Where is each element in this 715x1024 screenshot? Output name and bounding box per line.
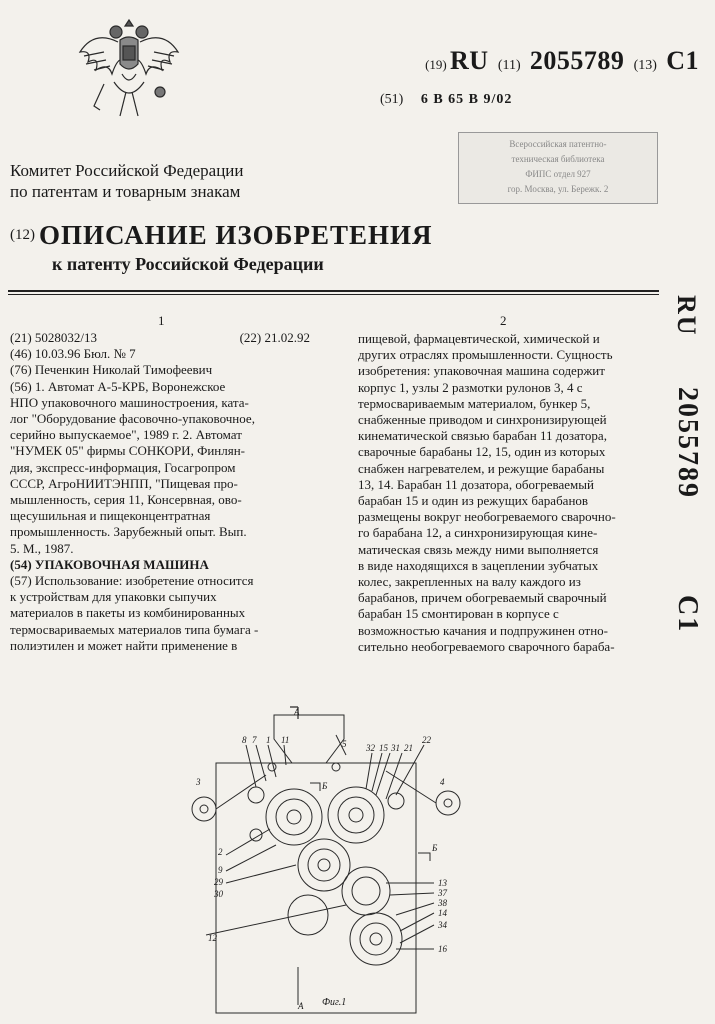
machine-drawing-figure (186, 705, 466, 1017)
reel-right (436, 791, 460, 815)
kind-code: C1 (666, 46, 699, 75)
cutting-drum-lower (350, 913, 402, 965)
section-label-a-top: А (294, 707, 300, 717)
part-label: 34 (438, 920, 447, 930)
doc-code: (12) (10, 227, 35, 243)
part-label: 30 (214, 889, 223, 899)
column-number-2: 2 (500, 313, 507, 328)
abstract-line: полиэтилен и может найти применение в (10, 637, 238, 653)
part-label: 29 (214, 877, 223, 887)
patent-number: 2055789 (529, 46, 625, 75)
abstract-line: барабан 15 и один из режущих барабанов (358, 493, 589, 509)
part-label: 4 (440, 777, 445, 787)
part-label: 14 (438, 908, 447, 918)
abstract-line: барабанов, причем обогреваемый сварочный (358, 590, 607, 606)
ipc-prefix: (51) (380, 92, 404, 107)
publication-date: (46) 10.03.96 Бюл. № 7 (10, 346, 136, 362)
reference-line: лог "Оборудование фасовочно-упаковочное, (10, 411, 255, 427)
library-stamp (458, 132, 658, 204)
reference-line: дия, экспресс-информация, Госагропром (10, 459, 236, 475)
abstract-line: колес, закрепленных на валу каждого из (358, 574, 581, 590)
abstract-line: матическая связь между ними выполняется (358, 541, 599, 557)
abstract-line: го барабана 12, а синхронизирующая кине- (358, 525, 598, 541)
committee-line: по патентам и товарным знакам (10, 182, 241, 201)
stamp-line: техническая библиотека (511, 154, 605, 164)
country-code: RU (450, 46, 489, 75)
abstract-line: снабженные приводом и синхронизирующей (358, 412, 607, 428)
part-label: 2 (218, 847, 223, 857)
abstract-line: 13, 14. Барабан 11 дозатора, обогреваемый (358, 476, 594, 492)
part-label: 15 (379, 743, 388, 753)
reference-line: щесушильная и пищеконцентратная (10, 508, 211, 524)
abstract-line: снабжен нагревателем, и режущие барабаны (358, 460, 605, 476)
section-label-b-right: Б (432, 843, 438, 853)
inventor: (76) Печенкин Николай Тимофеевич (10, 362, 213, 378)
part-label: 12 (208, 933, 217, 943)
abstract-line: возможностью качания и подпружинен отно- (358, 622, 609, 638)
abstract-line: сительно необогреваемого сварочного бараба- (358, 638, 615, 654)
abstract-line: изобретения: упаковочная машина содержит (358, 363, 605, 379)
abstract-column (358, 331, 654, 655)
side-country: RU (672, 295, 701, 337)
bibliographic-column (10, 330, 310, 654)
part-label: 16 (438, 944, 447, 954)
abstract-line: размещены вокруг необогреваемого сварочно- (358, 509, 616, 525)
part-label: 37 (438, 888, 447, 898)
heated-drum (328, 787, 384, 843)
column-number-1: 1 (158, 313, 165, 328)
abstract-line: кинематической связью барабан 11 дозатора, (358, 428, 607, 444)
part-label: 31 (391, 743, 400, 753)
dosing-drum (266, 789, 322, 845)
reference-line: "НУМЕК 05" фирмы СОНКОРИ, Финлян- (10, 443, 246, 459)
part-label: 11 (281, 735, 290, 745)
stamp-line: ФИПС отдел 927 (525, 169, 591, 179)
abstract-line: в виде находящихся в зацеплении зубчатых (358, 557, 599, 573)
side-kind: C1 (672, 595, 703, 634)
ipc-value: 6 B 65 B 9/02 (420, 92, 513, 107)
part-label: 22 (422, 735, 431, 745)
figure-caption: Фиг.1 (322, 997, 347, 1008)
abstract-line: термосвариваемых материалов типа бумага - (10, 621, 259, 637)
part-label: 38 (438, 898, 447, 908)
abstract-line: (57) Использование: изобретение относится (10, 573, 254, 589)
part-label: 9 (218, 865, 223, 875)
ipc-classification (380, 92, 512, 108)
part-label: 13 (438, 878, 447, 888)
reel-left (192, 797, 216, 821)
part-label: 21 (404, 743, 413, 753)
reference-line: НПО упаковочного машиностроения, ката- (10, 394, 249, 410)
reference-line: промышленность. Зарубежный опыт. Вып. (10, 524, 247, 540)
committee-name (10, 160, 244, 202)
part-label: 7 (252, 735, 257, 745)
part-label: 8 (242, 735, 247, 745)
side-margin-number (667, 295, 707, 665)
publication-number (425, 46, 699, 76)
application-row (10, 330, 310, 346)
application-number: (21) 5028032/13 (10, 330, 98, 345)
abstract-line: барабан 15 смонтирован в корпусе с (358, 606, 559, 622)
reference-line: (56) 1. Автомат А-5-КРБ, Воронежское (10, 378, 226, 394)
side-number: 2055789 (672, 387, 703, 499)
section-label-a-bottom: А (298, 1001, 304, 1011)
welding-drum (298, 839, 350, 891)
part-label: 32 (366, 743, 375, 753)
abstract-line: материалов в пакеты из комбинированных (10, 605, 246, 621)
divider (8, 290, 659, 292)
abstract-line: корпус 1, узлы 2 размотки рулонов 3, 4 с (358, 379, 583, 395)
abstract-line: к устройствам для упаковки сыпучих (10, 589, 217, 605)
reference-line: 5. М., 1987. (10, 540, 74, 556)
reference-line: СССР, АгроНИИТЭНПП, "Пищевая про- (10, 475, 238, 491)
filing-date: (22) 21.02.92 (239, 330, 310, 345)
doc-title: ОПИСАНИЕ ИЗОБРЕТЕНИЯ (39, 220, 433, 250)
pub-prefix: (19) (425, 57, 447, 72)
doc-subtitle: к патенту Российской Федерации (52, 254, 324, 274)
part-label: 1 (266, 735, 271, 745)
reference-line: мышленность, серия 11, Консервная, ово- (10, 492, 242, 508)
reference-line: серийно выпускаемое", 1989 г. 2. Автомат (10, 427, 242, 443)
part-label: 3 (196, 777, 201, 787)
stamp-line: Всероссийская патентно- (509, 139, 607, 149)
coat-of-arms-emblem-icon (74, 12, 184, 124)
abstract-line: пищевой, фармацевтической, химической и (358, 331, 600, 346)
abstract-line: других отраслях промышленности. Сущность (358, 347, 613, 363)
part-label: 5 (342, 739, 347, 749)
divider (8, 294, 659, 295)
stamp-line: гор. Москва, ул. Бережк. 2 (507, 184, 609, 194)
abstract-line: сварочные барабаны 12, 15, один из которых (358, 444, 606, 460)
committee-line: Комитет Российской Федерации (10, 161, 244, 180)
invention-title: (54) УПАКОВОЧНАЯ МАШИНА (10, 556, 209, 572)
number-prefix: (11) (497, 58, 521, 73)
cutting-drum-upper (342, 867, 390, 915)
section-label-b-top: Б (322, 781, 328, 791)
kind-prefix: (13) (633, 58, 657, 73)
document-title (10, 220, 433, 251)
abstract-line: термосвариваемым материалом, бункер 5, (358, 395, 591, 411)
